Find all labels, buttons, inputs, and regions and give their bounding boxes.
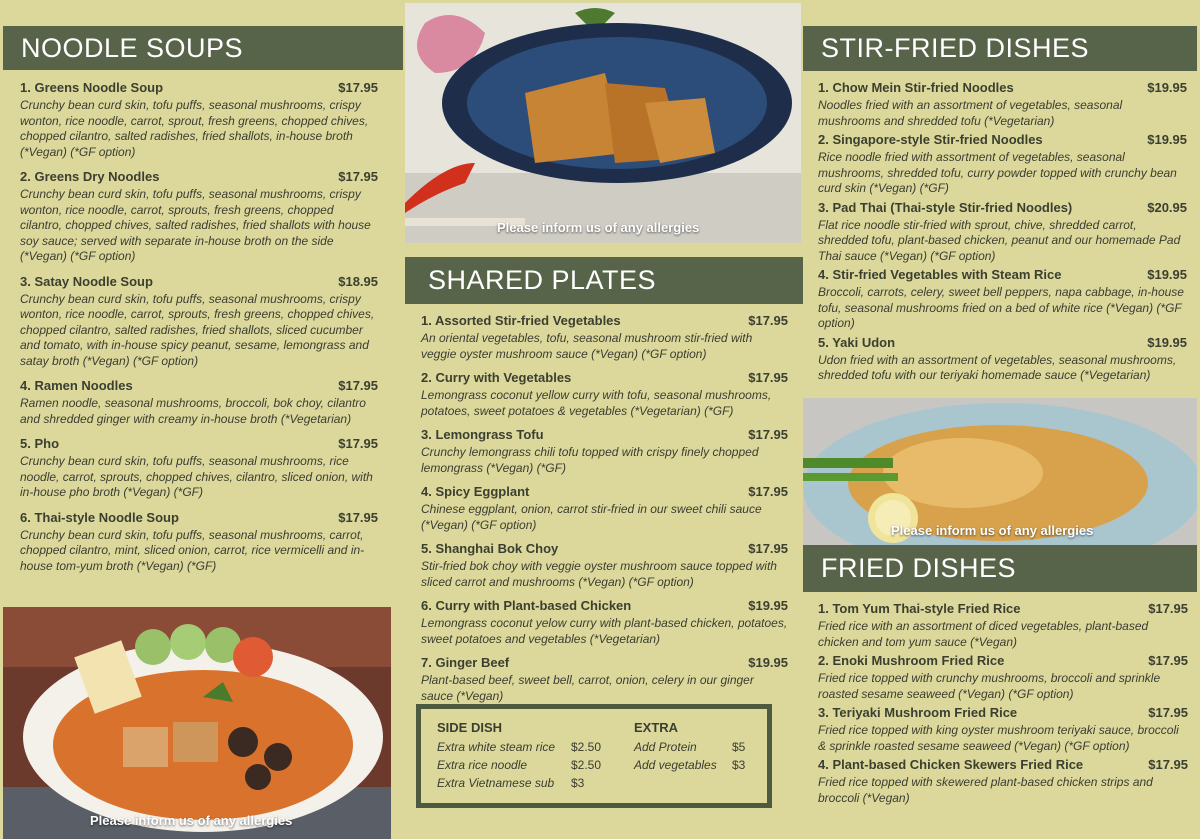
lemongrass-tofu-photo xyxy=(405,3,801,243)
side-item xyxy=(437,740,617,754)
menu-item-header xyxy=(20,169,378,184)
menu-item-description: Rice noodle fried with assortment of vegetables, seasonal mushrooms, shredded tofu, curry powder topped with crunchy bean curd skin (*Vegan) (*GF) xyxy=(818,150,1177,195)
menu-item xyxy=(421,541,788,590)
menu-item-header xyxy=(818,200,1187,215)
side-dish-section xyxy=(437,720,617,794)
menu-item-header xyxy=(421,313,788,328)
menu-item xyxy=(421,370,788,419)
allergy-note-3: Please inform us of any allergies xyxy=(891,523,1094,538)
menu-item-header xyxy=(818,132,1187,147)
menu-item-description: Crunchy bean curd skin, tofu puffs, seasonal mushrooms, crispy wonton, rice noodle, carrot, sprouts, fresh greens, chopped cilantro, chopped chives, salted radishes, fried shallots with house soy sauce; served with separate in-house broth on the side (*Vegan) (*GF option) xyxy=(20,187,371,263)
menu-item-description: An oriental vegetables, tofu, seasonal mushroom stir-fried with veggie oyster mushroom sauce (*Vegan) (*GF option) xyxy=(421,331,753,361)
menu-item-description: Fried rice with an assortment of diced vegetables, plant-based chicken and tom yum sauce (*Vegan) xyxy=(818,619,1149,649)
menu-item-price: $17.95 xyxy=(1148,601,1188,616)
menu-item xyxy=(818,267,1187,332)
menu-item xyxy=(818,601,1188,650)
fried-dishes-header: FRIED DISHES xyxy=(803,545,1197,592)
menu-item-description: Fried rice topped with skewered plant-based chicken strips and broccoli (*Vegan) xyxy=(818,775,1153,805)
side-item-price: $3 xyxy=(571,776,585,790)
menu-item-name: 4. Spicy Eggplant xyxy=(421,484,530,499)
noodle-soups-header: NOODLE SOUPS xyxy=(3,26,403,70)
menu-item xyxy=(818,132,1187,197)
extra-list xyxy=(634,740,759,772)
menu-item-price: $20.95 xyxy=(1147,199,1187,215)
side-item-name: Extra white steam rice xyxy=(437,740,556,754)
menu-item-name: 1. Greens Noodle Soup xyxy=(20,80,164,95)
extra-section xyxy=(634,720,759,776)
menu-item xyxy=(818,653,1188,702)
menu-item-name: 4. Plant-based Chicken Skewers Fried Rice xyxy=(818,757,1084,772)
column-middle xyxy=(403,0,801,839)
menu-item-header xyxy=(20,378,378,393)
menu-item xyxy=(20,378,378,427)
menu-item-price: $17.95 xyxy=(338,169,378,184)
side-extra-box xyxy=(416,704,772,808)
side-item-price: $3 xyxy=(732,758,746,772)
side-item xyxy=(634,740,759,754)
fried-dishes-list xyxy=(818,601,1188,809)
menu-item-header xyxy=(818,80,1187,95)
menu-item-description: Fried rice topped with crunchy mushrooms, broccoli and sprinkle roasted sesame seaweed (*Vegan) (*GF option) xyxy=(818,671,1161,701)
menu-item-description: Stir-fried bok choy with veggie oyster mushroom sauce topped with sliced carrot and mushrooms (*Vegan) (*GF option) xyxy=(421,559,777,589)
menu-item-price: $17.95 xyxy=(748,484,788,499)
side-dish-heading: SIDE DISH xyxy=(437,720,503,735)
menu-item-header xyxy=(818,705,1188,720)
noodle-soup-photo xyxy=(3,607,391,839)
side-item-price: $2.50 xyxy=(571,740,602,754)
menu-item xyxy=(421,655,788,704)
menu-item xyxy=(20,80,378,160)
menu-item-price: $17.95 xyxy=(1148,653,1188,668)
side-item-name: Add vegetables xyxy=(634,758,717,772)
menu-item-header xyxy=(818,335,1187,350)
menu-item-price: $19.95 xyxy=(748,655,788,670)
menu-item-description: Ramen noodle, seasonal mushrooms, broccoli, bok choy, cilantro and shredded ginger with creamy in-house broth (*Vegetarian) xyxy=(20,396,366,426)
stir-fried-list xyxy=(818,80,1187,387)
side-item-price: $2.50 xyxy=(571,758,602,772)
menu-item xyxy=(818,200,1187,265)
menu-item xyxy=(421,313,788,362)
menu-item-name: 4. Ramen Noodles xyxy=(20,378,133,393)
menu-item xyxy=(818,335,1187,384)
menu-item-price: $17.95 xyxy=(1148,705,1188,720)
menu-item-description: Fried rice topped with king oyster mushroom teriyaki sauce, broccoli & sprinkle roasted sesame seaweed (*Vegan) (*GF option) xyxy=(818,723,1179,753)
side-item-price: $5 xyxy=(732,740,746,754)
menu-item-name: 1. Tom Yum Thai-style Fried Rice xyxy=(818,601,1021,616)
side-item xyxy=(437,758,617,772)
menu-item-description: Crunchy lemongrass chili tofu topped with crispy finely chopped lemongrass (*Vegan) (*GF) xyxy=(421,445,759,475)
menu-item-name: 4. Stir-fried Vegetables with Steam Rice xyxy=(818,267,1062,282)
side-item-name: Extra rice noodle xyxy=(437,758,528,772)
menu-item-description: Crunchy bean curd skin, tofu puffs, seasonal mushrooms, crispy wonton, rice noodle, carrot, sprout, fresh greens, chopped chives, chopped cilantro, salted radishes, fried shallots, in-house broth (*Vegan) (*GF option) xyxy=(20,98,369,159)
menu-item-price: $18.95 xyxy=(338,273,378,289)
menu-item-description: Udon fried with an assortment of vegetables, seasonal mushrooms, shredded tofu with our teriyaki homemade sauce (*Vegetarian) xyxy=(818,352,1177,382)
menu-item-price: $19.95 xyxy=(1147,80,1187,95)
menu-item-name: 6. Thai-style Noodle Soup xyxy=(20,509,179,525)
side-item-name: Add Protein xyxy=(634,740,697,754)
menu-item-header xyxy=(818,267,1187,282)
menu-item-name: 5. Yaki Udon xyxy=(818,334,896,350)
menu-item-name: 2. Greens Dry Noodles xyxy=(20,169,160,184)
column-right xyxy=(803,0,1200,839)
menu-item-name: 3. Teriyaki Mushroom Fried Rice xyxy=(818,705,1018,720)
menu-item-price: $17.95 xyxy=(1148,757,1188,772)
side-item-name: Extra Vietnamese sub xyxy=(437,776,555,790)
menu-item-price: $17.95 xyxy=(748,313,788,328)
menu-item xyxy=(20,169,378,265)
menu-item-header xyxy=(421,541,788,556)
menu-item xyxy=(421,427,788,476)
menu-item-description: Crunchy bean curd skin, tofu puffs, seasonal mushrooms, carrot, chopped cilantro, mint, sliced onion, carrot, rice vermicelli and in-house tom-yum broth (*Vegan) (*GF) xyxy=(20,527,365,573)
menu-item-name: 5. Shanghai Bok Choy xyxy=(421,541,559,556)
menu-item xyxy=(818,80,1187,129)
menu-item xyxy=(818,705,1188,754)
menu-item-header xyxy=(421,484,788,499)
menu-item-description: Flat rice noodle stir-fried with sprout, chive, shredded carrot, shredded tofu, plant-based chicken, peanut and our homemade Pad Thai sauce (*Vegan) (*GF option) xyxy=(818,217,1181,263)
menu-item xyxy=(20,436,378,501)
menu-item xyxy=(20,274,378,370)
menu-item-name: 3. Satay Noodle Soup xyxy=(20,273,153,289)
noodle-soups-list xyxy=(20,80,378,583)
menu-item xyxy=(421,598,788,647)
menu-item-name: 2. Enoki Mushroom Fried Rice xyxy=(818,653,1005,668)
menu-item-name: 1. Assorted Stir-fried Vegetables xyxy=(421,313,621,328)
menu-item-description: Noodles fried with an assortment of vegetables, seasonal mushrooms and shredded tofu (*Vegetarian) xyxy=(818,98,1123,128)
stir-fried-header: STIR-FRIED DISHES xyxy=(803,26,1197,71)
menu-item-price: $19.95 xyxy=(1147,132,1187,147)
shared-plates-list xyxy=(421,313,788,712)
extra-heading: EXTRA xyxy=(634,720,679,735)
menu-item-header xyxy=(20,510,378,525)
menu-item-name: 2. Singapore-style Stir-fried Noodles xyxy=(818,132,1043,147)
menu-item-description: Plant-based beef, sweet bell, carrot, onion, celery in our ginger sauce (*Vegan) xyxy=(421,673,754,703)
menu-item-price: $19.95 xyxy=(748,598,788,613)
menu-item-name: 5. Pho xyxy=(20,436,60,451)
menu-item-header xyxy=(818,757,1188,772)
menu-item-price: $17.95 xyxy=(338,509,378,525)
menu-item-name: 3. Lemongrass Tofu xyxy=(421,427,544,442)
shared-plates-header: SHARED PLATES xyxy=(405,257,803,304)
menu-item-header xyxy=(421,655,788,670)
menu-item xyxy=(421,484,788,533)
menu-item-header xyxy=(20,436,378,451)
menu-item-description: Chinese eggplant, onion, carrot stir-fried in our sweet chili sauce (*Vegan) (*GF option) xyxy=(421,502,762,532)
menu-item xyxy=(818,757,1188,806)
menu-item-header xyxy=(421,427,788,442)
menu-item-name: 7. Ginger Beef xyxy=(421,655,510,670)
menu-item-price: $19.95 xyxy=(1147,334,1187,350)
menu-item-description: Broccoli, carrots, celery, sweet bell peppers, napa cabbage, in-house tofu, seasonal mushrooms fried on a bed of white rice (*Vegan) (*GF option) xyxy=(818,285,1184,330)
menu-item-description: Lemongrass coconut yelow curry with plant-based chicken, potatoes, sweet potatoes and vegetables (*Vegetarian) xyxy=(421,616,788,646)
menu-item-header xyxy=(421,598,788,613)
menu-item-header xyxy=(818,653,1188,668)
side-dish-list xyxy=(437,740,617,790)
menu-item-name: 2. Curry with Vegetables xyxy=(421,370,572,385)
menu-item-header xyxy=(20,80,378,95)
allergy-note-1: Please inform us of any allergies xyxy=(90,813,293,828)
side-item xyxy=(437,776,617,790)
menu-item xyxy=(20,510,378,575)
menu-item-name: 1. Chow Mein Stir-fried Noodles xyxy=(818,80,1014,95)
menu-item-name: 6. Curry with Plant-based Chicken xyxy=(421,598,632,613)
menu-item-price: $19.95 xyxy=(1147,267,1187,282)
menu-item-price: $17.95 xyxy=(748,370,788,385)
menu-item-description: Crunchy bean curd skin, tofu puffs, seasonal mushrooms, crispy wonton, rice noodle, carrot, sprouts, fresh greens, chopped chives, chopped cilantro, salted radishes, fried shallots, sliced cucumber and tomato, with in-house spicy peanut, sesame, lemongrass and satay broth (*Vegan) (*GF option) xyxy=(20,291,375,368)
menu-item-price: $17.95 xyxy=(338,436,378,451)
allergy-note-2: Please inform us of any allergies xyxy=(497,220,700,235)
side-item xyxy=(634,758,759,772)
column-left xyxy=(0,0,392,839)
menu-item-header xyxy=(818,601,1188,616)
menu-item-price: $17.95 xyxy=(338,80,378,95)
menu-item-header xyxy=(20,274,378,289)
menu-item-name: 3. Pad Thai (Thai-style Stir-fried Noodles) xyxy=(818,199,1073,215)
menu-item-header xyxy=(421,370,788,385)
menu-item-price: $17.95 xyxy=(748,541,788,556)
menu-item-description: Crunchy bean curd skin, tofu puffs, seasonal mushrooms, rice noodle, carrot, sprouts, chopped chives, cilantro, sliced onion, with in-house pho broth (*Vegan) (*GF) xyxy=(20,454,373,499)
menu-item-price: $17.95 xyxy=(338,378,378,393)
menu-item-description: Lemongrass coconut yellow curry with tofu, seasonal mushrooms, potatoes, sweet potatoes & vegetables (*Vegetarian) (*GF) xyxy=(421,388,772,418)
menu-item-price: $17.95 xyxy=(748,427,788,442)
